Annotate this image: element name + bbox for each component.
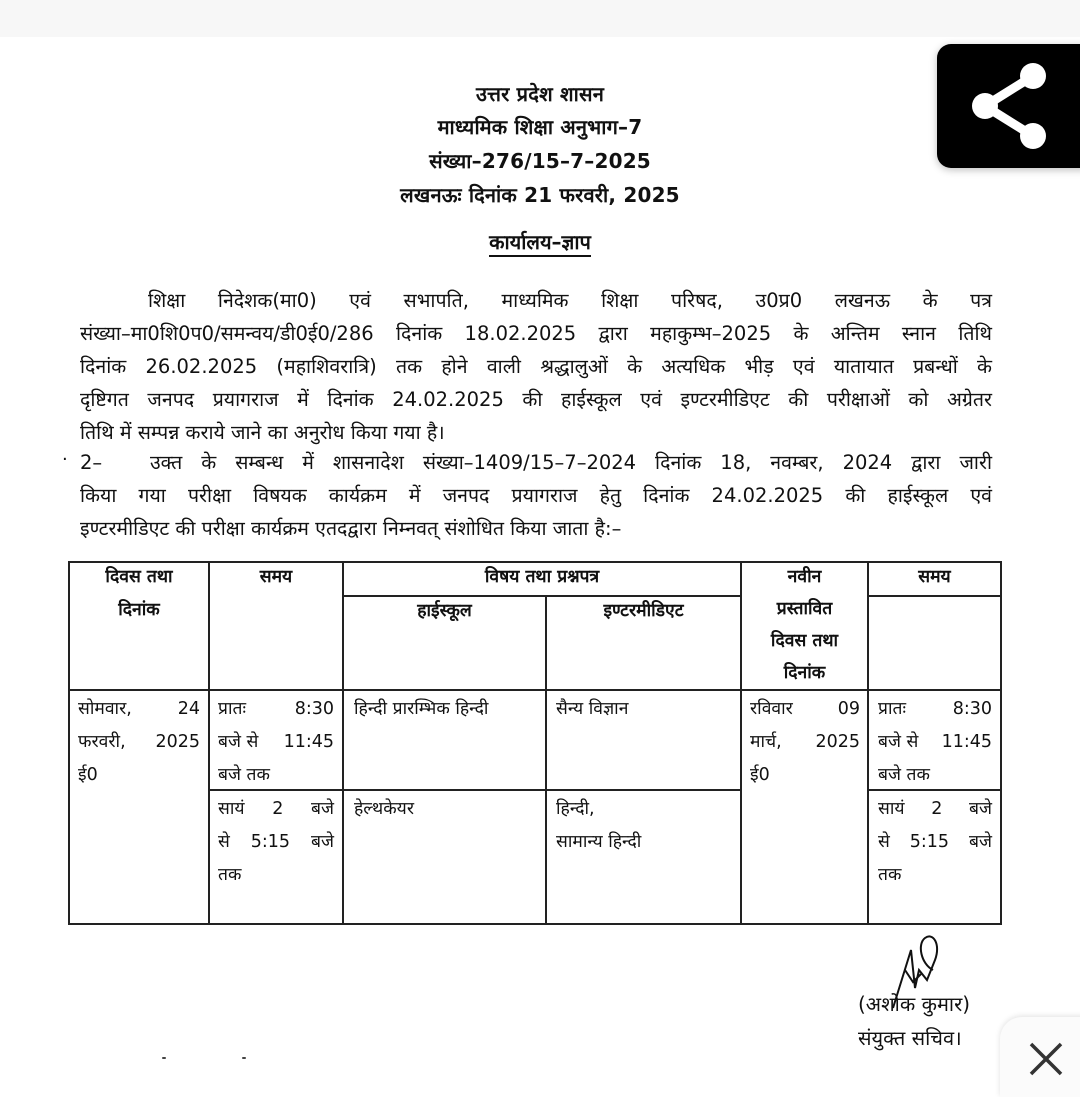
header-department: माध्यमिक शिक्षा अनुभाग–7: [437, 115, 643, 139]
row-1-time: प्रातः 8:30 बजे से 11:45 बजे तक: [218, 699, 334, 785]
row-2-highschool-subject: हेल्थकेयर: [354, 799, 414, 819]
paragraph-2-line: उक्त के सम्बन्ध में शासनादेश संख्या–1409/15–7–2024 दिनांक 18, नवम्बर, 2024 द्वारा जारी: [150, 451, 992, 474]
share-icon: [965, 60, 1057, 152]
paragraph-1-line: दिनांक 26.02.2025 (महाशिवरात्रि) तक होने वाली श्रद्धालुओं के अत्यधिक भीड़ एवं यातायात प्रबन्धों के: [80, 355, 992, 378]
paragraph-2-line: किया गया परीक्षा विषयक कार्यक्रम में जनपद प्रयागराज हेतु दिनांक 24.02.2025 की हाईस्कूल एवं: [80, 484, 992, 507]
header-new-time: समय: [918, 567, 951, 587]
header-new-day-date: नवीन प्रस्तावित दिवस तथा दिनांक: [770, 567, 839, 683]
close-icon: [1028, 1041, 1064, 1077]
header-subject-paper: विषय तथा प्रश्नपत्र: [484, 567, 600, 587]
paragraph-1-line: संख्या–मा0शि0प0/समन्वय/डी0ई0/286 दिनांक 18.02.2025 द्वारा महाकुम्भ–2025 के अन्तिम स्नान तिथि: [80, 322, 992, 345]
viewer-top-bar: [0, 0, 1080, 37]
scan-speck: [162, 1057, 166, 1059]
row-2-time: सायं 2 बजे से 5:15 बजे तक: [218, 799, 334, 885]
new-date-cell: रविवार 09 मार्च, 2025 ई0: [750, 699, 860, 785]
paragraph-2: [80, 446, 992, 545]
header-government: उत्तर प्रदेश शासन: [475, 82, 605, 106]
row-1-highschool-subject: हिन्दी प्रारम्भिक हिन्दी: [354, 699, 489, 719]
document-title: कार्यालय–ज्ञाप: [0, 228, 1080, 255]
scan-speck: [242, 1057, 246, 1059]
bullet-dot: ·: [62, 449, 68, 470]
paragraph-1-line: दृष्टिगत जनपद प्रयागराज में दिनांक 24.02.2025 की हाईस्कूल एवं इण्टरमीडिएट की परीक्षाओं को अग्रेतर: [80, 388, 992, 411]
row-1-intermediate-subject: सैन्य विज्ञान: [556, 699, 629, 719]
header-highschool: हाईस्कूल: [417, 601, 472, 621]
original-date-cell: सोमवार, 24 फरवरी, 2025 ई0: [78, 699, 200, 785]
header-number: संख्या–276/15–7–2025: [429, 149, 651, 173]
signatory-designation: संयुक्त सचिव।: [858, 1026, 962, 1050]
signatory-name: (अशोक कुमार): [858, 992, 971, 1016]
row-1-new-time: प्रातः 8:30 बजे से 11:45 बजे तक: [878, 699, 992, 785]
header-time: समय: [259, 567, 293, 587]
exam-schedule-table: [68, 561, 1002, 925]
close-button[interactable]: [1000, 1017, 1080, 1097]
paragraph-2-number: 2–: [80, 451, 103, 474]
paragraph-1: [80, 284, 992, 449]
row-2-intermediate-subject: हिन्दी, सामान्य हिन्दी: [556, 799, 642, 852]
row-2-new-time: सायं 2 बजे से 5:15 बजे तक: [878, 799, 992, 885]
paragraph-2-line: इण्टरमीडिएट की परीक्षा कार्यक्रम एतदद्वारा निम्नवत् संशोधित किया जाता है:–: [80, 517, 622, 540]
header-day-date: दिवस तथा दिनांक: [105, 567, 173, 620]
paragraph-1-line: शिक्षा निदेशक(मा0) एवं सभापति, माध्यमिक शिक्षा परिषद, उ0प्र0 लखनऊ के पत्र: [148, 289, 992, 312]
header-date: लखनऊः दिनांक 21 फरवरी, 2025: [400, 183, 680, 207]
share-button[interactable]: [937, 44, 1080, 168]
header-intermediate: इण्टरमीडिएट: [603, 601, 684, 621]
paragraph-1-line: तिथि में सम्पन्न कराये जाने का अनुरोध किया गया है।: [80, 421, 445, 444]
